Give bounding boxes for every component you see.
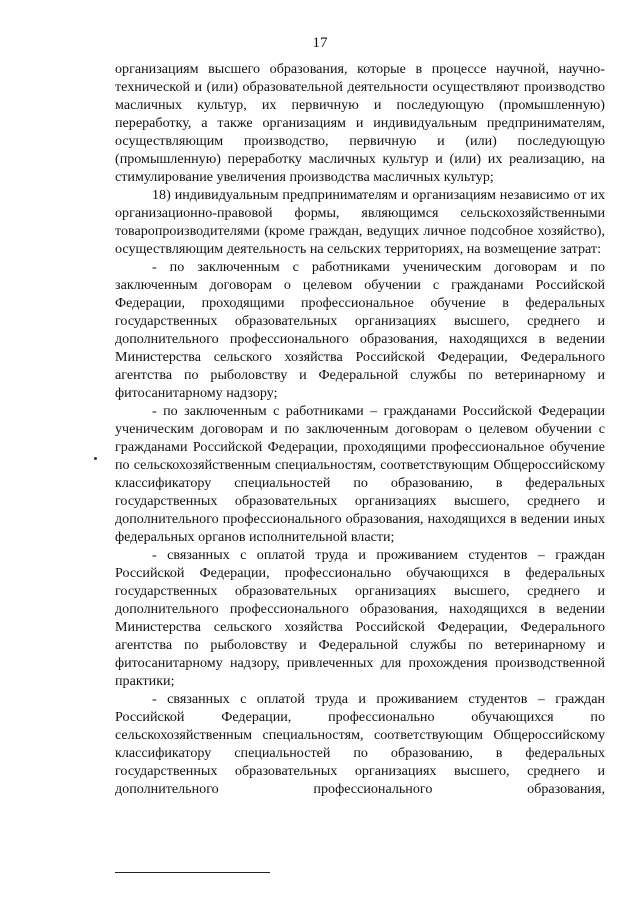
paragraph-item-18: 18) индивидуальным предпринимателям и организациям независимо от их организационно-правовой формы, являющимся сельскохозяйственными товаропроизводителями (кроме граждан, ведущих личное подсобное хозяйство), осуществляющим деятельность на сельских территориях, на возмещение затрат:	[115, 187, 605, 257]
paragraph-dash-3: - связанных с оплатой труда и проживанием студентов – граждан Российской Федерации, профессионально обучающихся в федеральных государственных образовательных организациях высшего, среднего и дополнительного профессионального образования, находящихся в ведении Министерства сельского хозяйства Российской Федерации, Федерального агентства по рыболовству и Федеральной службы по ветеринарному и фитосанитарному надзору, привлеченных для прохождения производственной практики;	[115, 547, 605, 689]
paragraph-dash-4: - связанных с оплатой труда и проживанием студентов – граждан Российской Федерации, профессионально обучающихся по сельскохозяйственным специальностям, соответствующим Общероссийскому классификатору специальностей по образованию, в федеральных государственных образовательных организациях высшего, среднего и дополнительного профессионального образования,	[115, 691, 605, 797]
paragraph-continuation: организациям высшего образования, которые в процессе научной, научно-технической и (или) образовательной деятельности осуществляют производство масличных культур, их первичную и последующую (промышленную) переработку, а также организациям и индивидуальным предпринимателям, осуществляющим производство, первичную и (или) последующую (промышленную) переработку масличных культур и (или) их реализацию, на стимулирование увеличения производства масличных культур;	[115, 61, 605, 185]
paragraph-dash-1: - по заключенным с работниками ученическим договорам и по заключенным договорам о целевом обучении с гражданами Российской Федерации, проходящими профессиональное обучение в федеральных государственных образовательных организациях высшего, среднего и дополнительного профессионального образования, находящихся в ведении Министерства сельского хозяйства Российской Федерации, Федерального агентства по рыболовству и Федеральной службы по ветеринарному и фитосанитарному надзору;	[115, 259, 605, 401]
paragraph-dash-2: - по заключенным с работниками – гражданами Российской Федерации ученическим договорам и по заключенным договорам о целевом обучении с гражданами Российской Федерации, проходящими профессиональное обучение по сельскохозяйственным специальностям, соответствующим Общероссийскому классификатору специальностей по образованию, в федеральных государственных образовательных организациях высшего, среднего и дополнительного профессионального образования, находящихся в ведении иных федеральных органов исполнительной власти;	[115, 403, 605, 545]
body-text	[115, 60, 605, 798]
scan-speck	[94, 457, 97, 460]
footnote-rule	[115, 872, 270, 873]
page-number: 17	[312, 35, 328, 51]
